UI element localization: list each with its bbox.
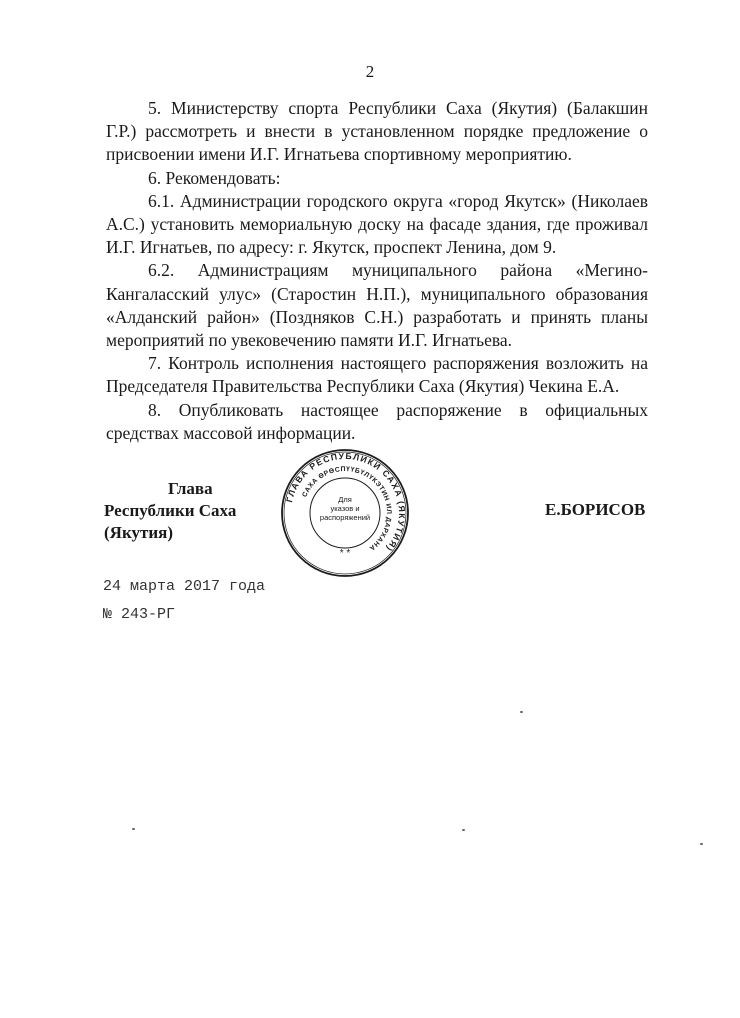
paragraph-6-1: 6.1. Администрации городского округа «город Якутск» (Николаев А.С.) установить мемориальную доску на фасаде здания, где проживал И.Г. Игнатьев, по адресу: г. Якутск, проспект Ленина, дом 9. bbox=[106, 190, 648, 258]
document-number: № 243-РГ bbox=[103, 606, 176, 623]
paragraph-7: 7. Контроль исполнения настоящего распоряжения возложить на Председателя Правительства Республики Саха (Якутия) Чекина Е.А. bbox=[106, 353, 648, 397]
paragraph-8: 8. Опубликовать настоящее распоряжение в официальных средствах массовой информации. bbox=[106, 399, 648, 443]
signatory-title: Глава bbox=[168, 479, 213, 498]
seal-center-line-1: Для bbox=[338, 495, 352, 504]
signatory-organization: Республики Саха (Якутия) bbox=[104, 501, 237, 542]
signatory-name: Е.БОРИСОВ bbox=[545, 500, 646, 519]
paragraph-6: 6. Рекомендовать: bbox=[148, 167, 281, 188]
seal-stars: * * bbox=[339, 548, 351, 559]
official-seal bbox=[280, 448, 410, 578]
document-date: 24 марта 2017 года bbox=[103, 578, 266, 595]
seal-center-line-2: указов и bbox=[330, 504, 360, 513]
paragraph-5: 5. Министерству спорта Республики Саха (Якутия) (Балакшин Г.Р.) рассмотреть и внести в установленном порядке предложение о присвоении имени И.Г. Игнатьева спортивному мероприятию. bbox=[106, 98, 648, 165]
seal-center-line-3: распоряжений bbox=[319, 513, 371, 522]
scan-speck bbox=[462, 829, 465, 831]
seal-inner-text: САХА ӨРӨСПҮҮБҮЛҮКЭТИН ИЛ ДАРХАНА bbox=[301, 465, 393, 552]
scan-speck bbox=[520, 711, 523, 713]
scan-speck bbox=[700, 843, 703, 845]
document-body bbox=[106, 97, 648, 445]
seal-outer-text: ГЛАВА РЕСПУБЛИКИ САХА (ЯКУТИЯ) bbox=[284, 450, 408, 555]
page-number: 2 bbox=[365, 62, 375, 81]
scan-speck bbox=[132, 828, 135, 830]
paragraph-6-2: 6.2. Администрациям муниципального района «Мегино-Кангаласский улус» (Старостин Н.П.), муниципального образования «Алданский район» (Поздняков С.Н.) разработать и принять планы мероприятий по увековечению памяти И.Г. Игнатьева. bbox=[106, 260, 648, 351]
signatory-block bbox=[104, 478, 304, 544]
